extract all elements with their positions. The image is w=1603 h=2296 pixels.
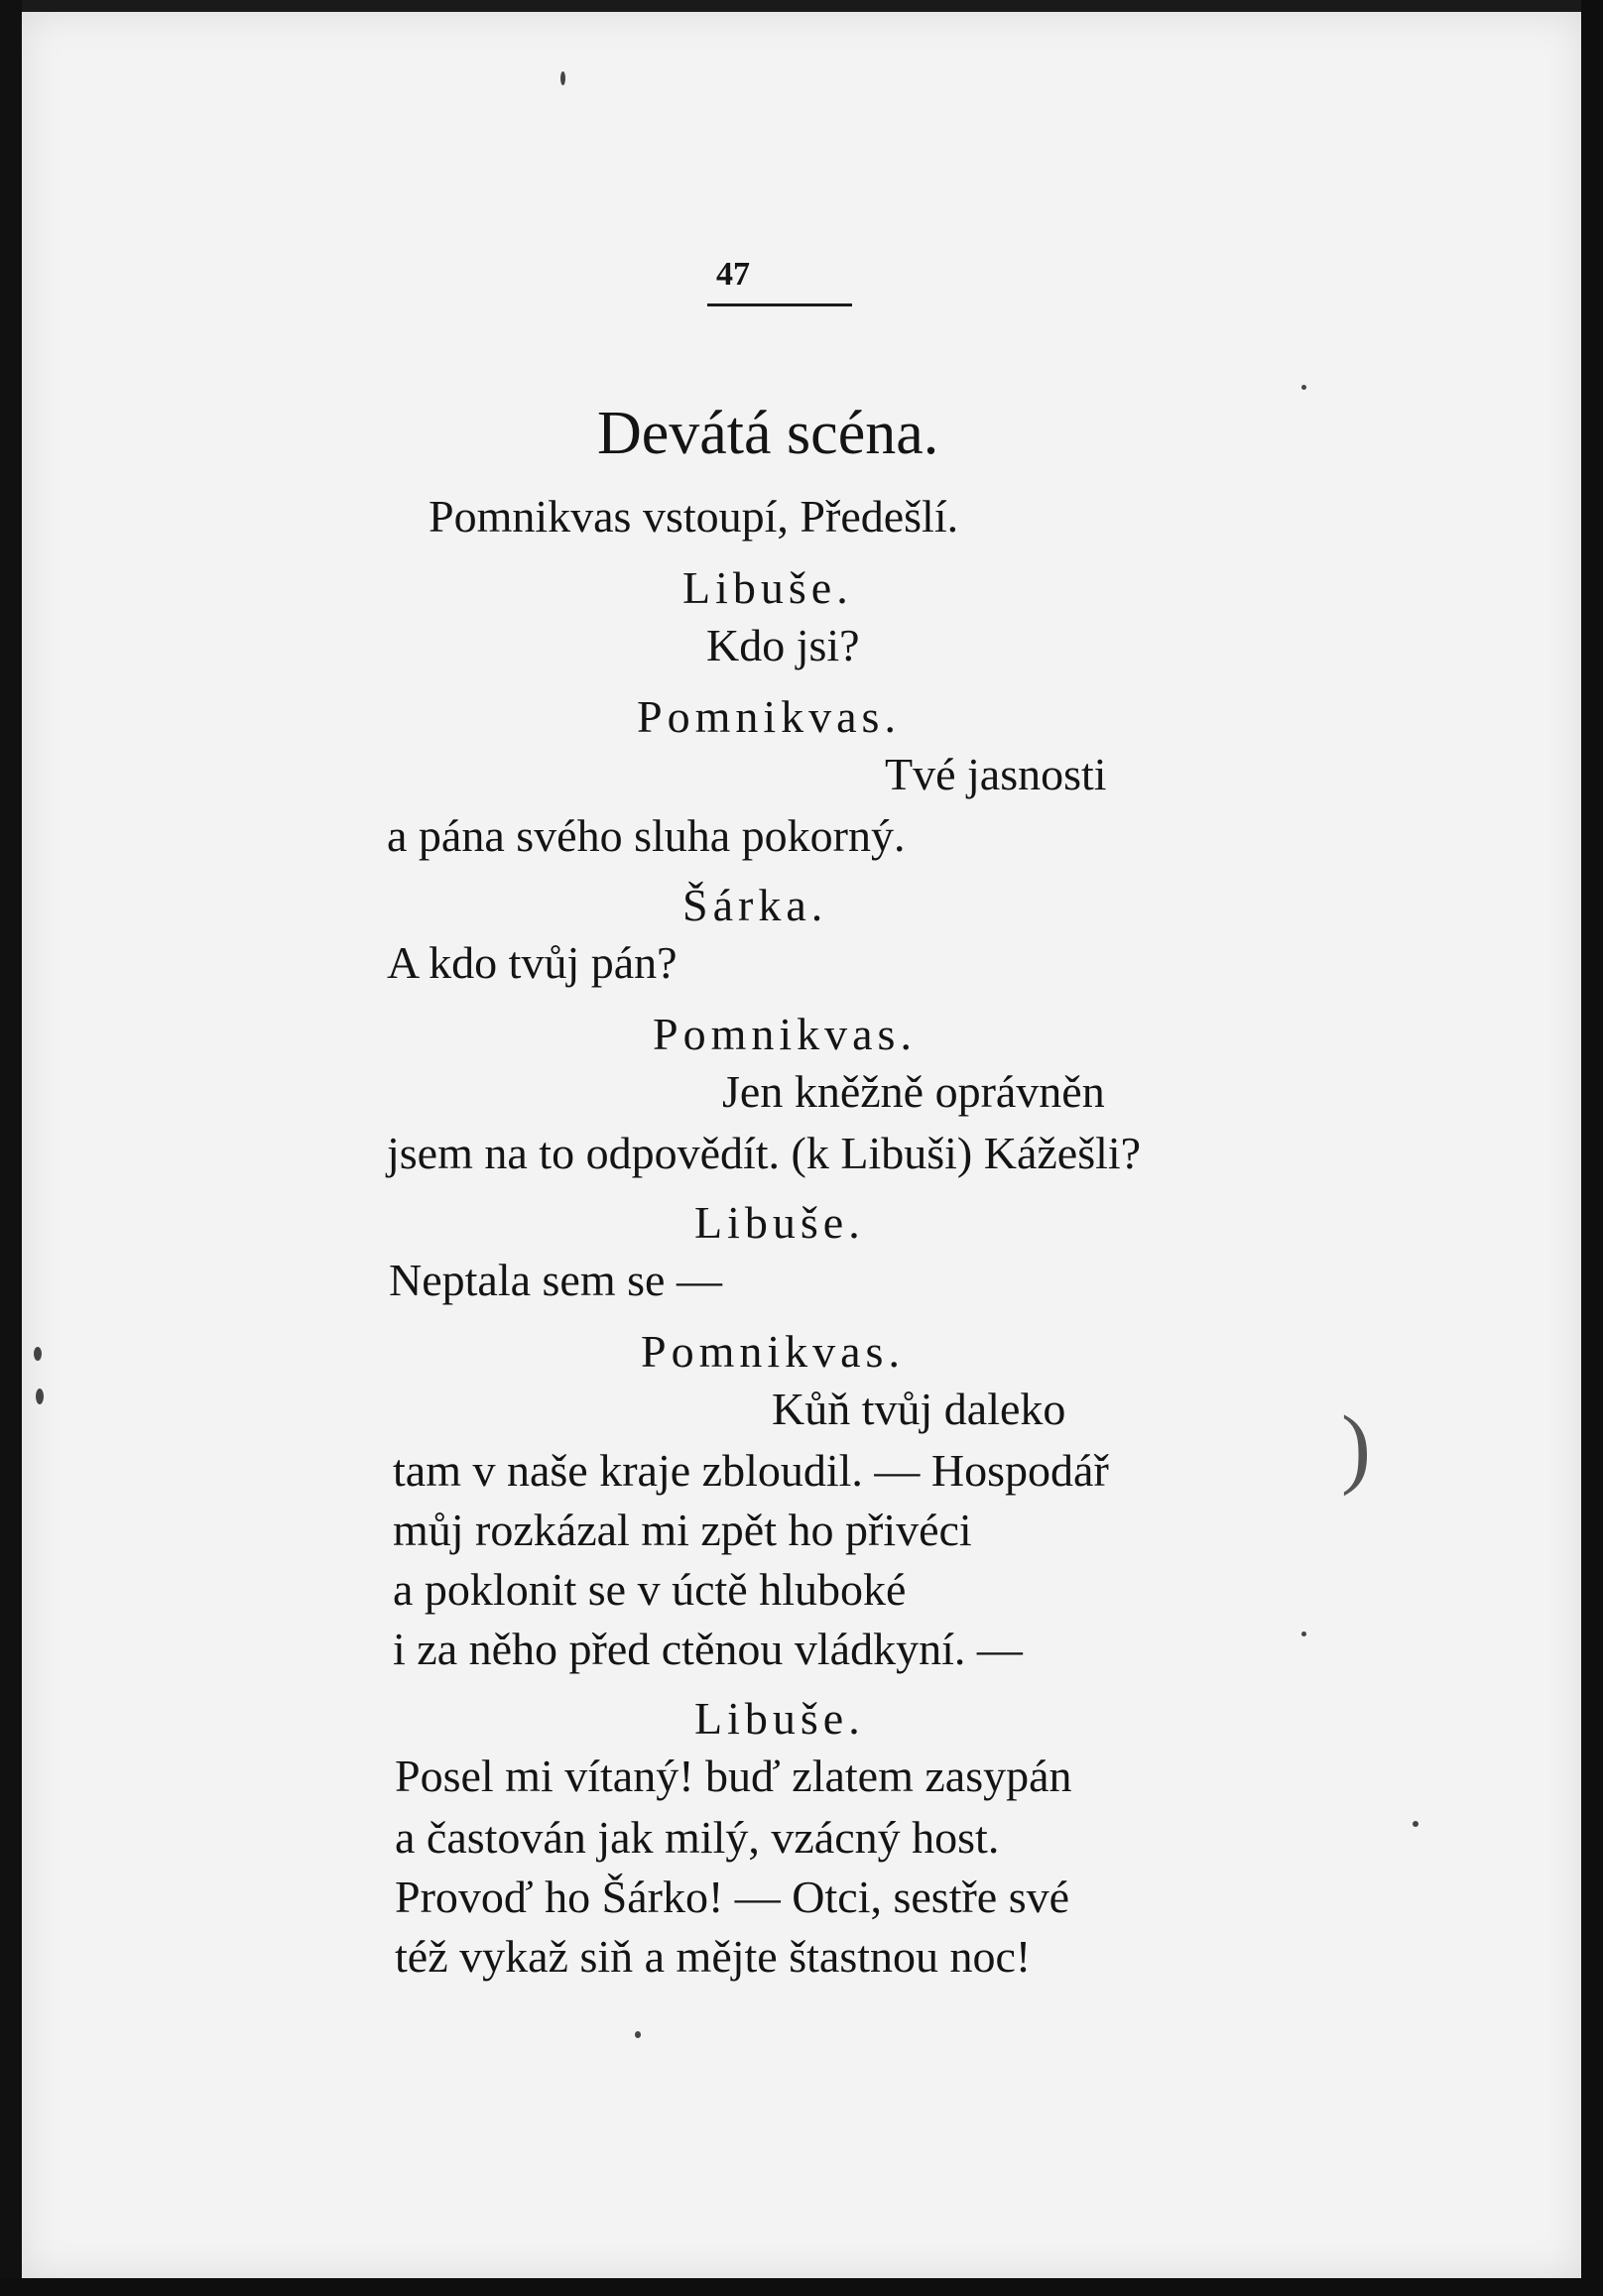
scan-left-border	[0, 0, 22, 2296]
scan-speck	[560, 71, 565, 85]
verse-line: můj rozkázal mi zpět ho přivéci	[393, 1505, 972, 1555]
speaker-name: Pomnikvas.	[641, 1326, 905, 1377]
speaker-name: Pomnikvas.	[637, 691, 901, 742]
page-number: 47	[716, 256, 750, 293]
speaker-name: Libuše.	[682, 562, 853, 613]
verse-line: i za něho před ctěnou vládkyní. —	[393, 1624, 1023, 1674]
verse-line: Kdo jsi?	[706, 620, 860, 670]
verse-line: Provoď ho Šárko! — Otci, sestře své	[395, 1872, 1070, 1922]
verse-line: Tvé jasnosti	[885, 749, 1107, 799]
page-number-rule	[707, 303, 852, 306]
stage-direction: Pomnikvas vstoupí, Předešlí.	[429, 491, 959, 542]
scan-bottom-border	[0, 2278, 1603, 2296]
verse-line: Jen kněžně oprávněn	[722, 1066, 1105, 1117]
scan-speck	[36, 1389, 44, 1404]
verse-line: Kůň tvůj daleko	[772, 1384, 1066, 1434]
scan-right-border	[1581, 0, 1603, 2296]
verse-line: a poklonit se v úctě hluboké	[393, 1564, 907, 1615]
speaker-name: Pomnikvas.	[653, 1009, 917, 1059]
verse-line: Neptala sem se —	[389, 1255, 722, 1305]
verse-line: Posel mi vítaný! buď zlatem zasypán	[395, 1751, 1072, 1801]
scan-speck	[1301, 385, 1306, 390]
scene-title: Devátá scéna.	[597, 400, 939, 467]
scan-speck	[1413, 1821, 1418, 1827]
speaker-name: Šárka.	[682, 880, 828, 930]
speaker-name: Libuše.	[694, 1693, 865, 1744]
verse-line: a pána svého sluha pokorný.	[387, 810, 906, 861]
verse-line: a častován jak milý, vzácný host.	[395, 1812, 1000, 1863]
verse-line: jsem na to odpovědít. (k Libuši) Kážešli?	[387, 1128, 1142, 1178]
verse-line: též vykaž siň a mějte štastnou noc!	[395, 1931, 1032, 1982]
speaker-name: Libuše.	[694, 1197, 865, 1248]
verse-line: tam v naše kraje zbloudil. — Hospodář	[393, 1445, 1109, 1496]
scan-speck	[635, 2031, 641, 2038]
margin-bracket-mark: )	[1341, 1398, 1371, 1497]
scan-speck	[34, 1347, 42, 1361]
scan-speck	[1301, 1631, 1306, 1636]
verse-line: A kdo tvůj pán?	[387, 937, 678, 988]
